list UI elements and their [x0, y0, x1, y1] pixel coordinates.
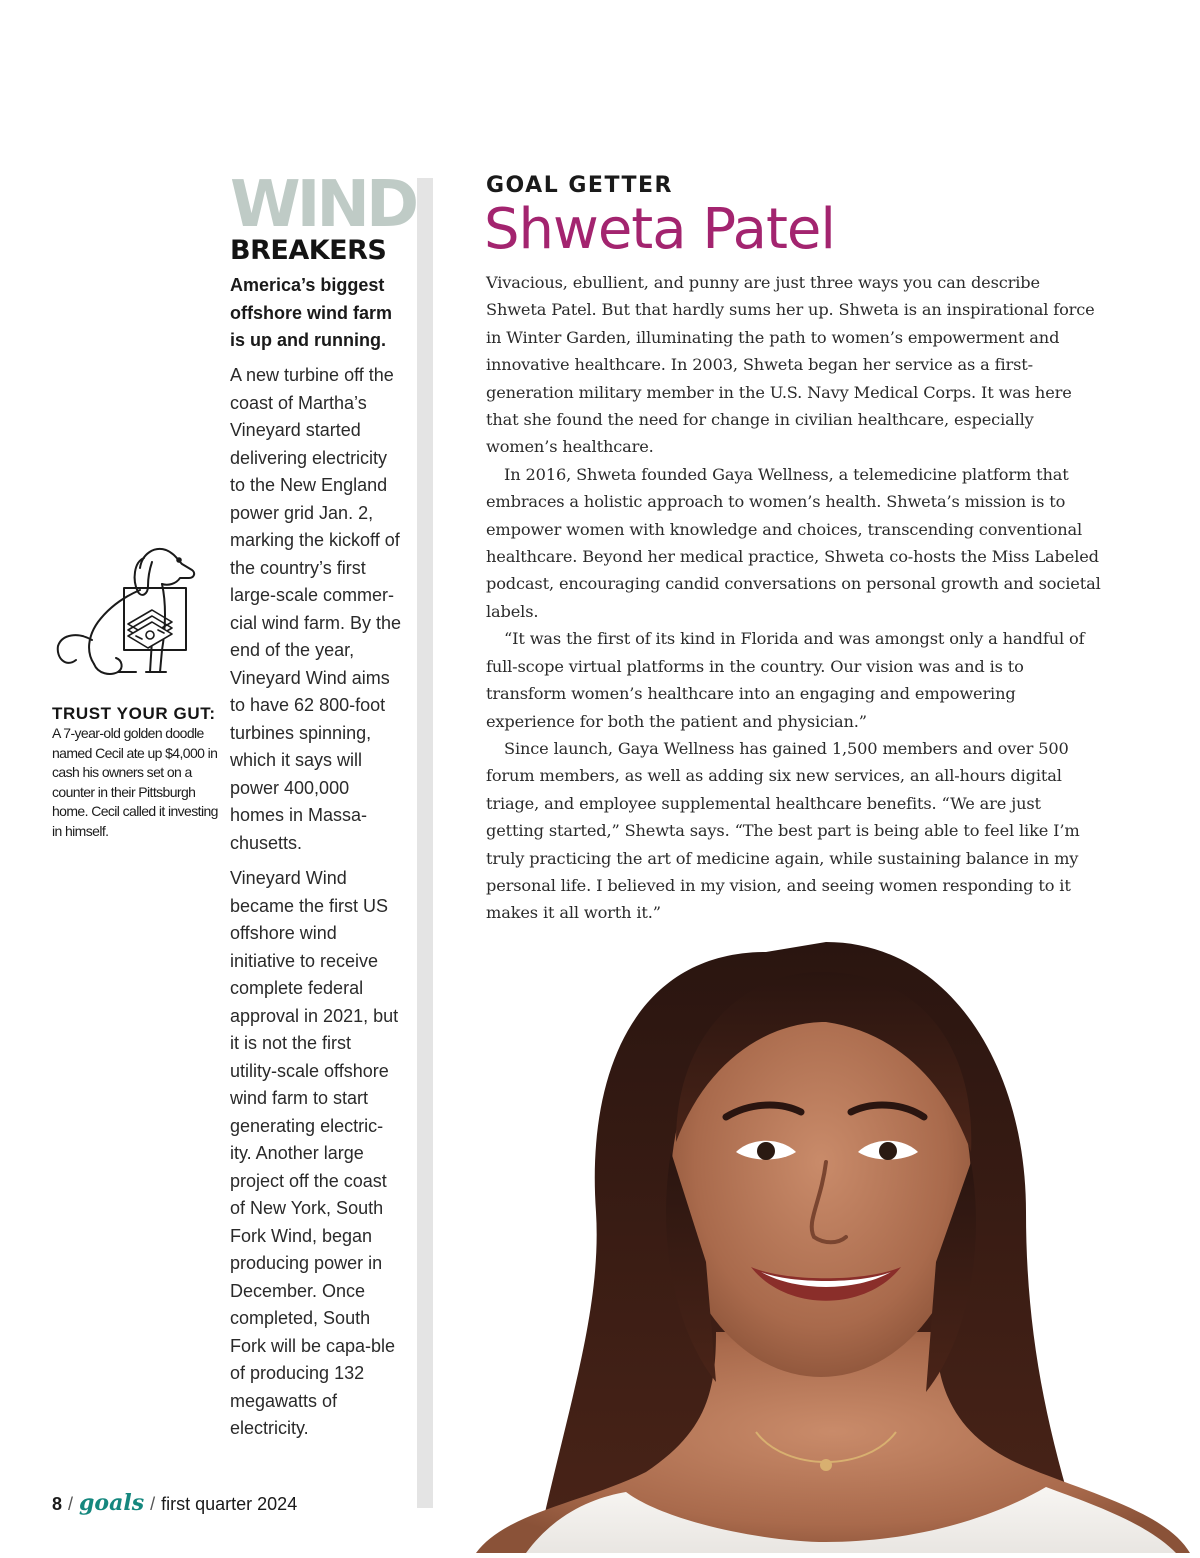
wind-title: WIND: [230, 168, 416, 242]
portrait-photo: [466, 912, 1200, 1553]
issue-year: 2024: [257, 1494, 298, 1514]
article-paragraph-1: Vivacious, ebullient, and punny are just three ways you can describe Shweta Patel. But that hardly sums her up. Shweta is an inspirational force in Winter Garden, illuminating the path to women’s empowerment and innovative healthcare. In 2003, Shweta began her service as a first-generation military member in the U.S. Navy Medical Corps. It was here that she found the need for change in civilian healthcare, especially women’s healthcare.: [486, 273, 1095, 457]
caption-heading: TRUST YOUR GUT:: [52, 704, 216, 723]
wind-body-paragraph-1: A new turbine off the coast of Martha’s Vineyard started delivering electricity to the New England power grid Jan. 2, marking the kickoff of the country’s first large-scale commer-cial wind farm. By the end of the year, Vineyard Wind aims to have 62 800-foot turbines spinning, which it says will power 400,000 homes in Massa-chusetts.: [230, 365, 402, 853]
article-paragraph-3: “It was the first of its kind in Florida and was amongst only a handful of full-scope virtual platforms in the country. Our vision was and is to transform women’s healthcare into an engaging and empowering experience for both the patient and physician.”: [486, 629, 1085, 731]
article-headline: Shweta Patel: [484, 197, 835, 262]
page-folio: [52, 1488, 297, 1518]
dog-with-cash-icon: [48, 540, 208, 690]
article-body: [486, 269, 1102, 927]
article-paragraph-4: Since launch, Gaya Wellness has gained 1,500 members and over 500 forum members, as well as adding six new services, an all-hours digital triage, and employee supplemental healthcare benefits. “We are just getting started,” Shewta says. “The best part is being able to feel like I’m truly practicing the art of medicine again, while sustaining balance in my personal life. I believed in my vision, and seeing women responding to it makes it all worth it.”: [486, 738, 1080, 923]
page-number: 8: [52, 1494, 63, 1514]
magazine-logo: goals: [79, 1490, 145, 1516]
wind-subhead: America’s biggest offshore wind farm is up and running.: [230, 275, 393, 350]
folio-separator: /: [68, 1494, 74, 1514]
breakers-title: BREAKERS: [230, 235, 387, 266]
caption-text: A 7-year-old golden doodle named Cecil ate up $4,000 in cash his owners set on a counter in their Pittsburgh home. Cecil called it investing in himself.: [52, 725, 218, 839]
folio-separator-2: /: [150, 1494, 156, 1514]
column-divider: [417, 178, 433, 1508]
article-paragraph-2: In 2016, Shweta founded Gaya Wellness, a telemedicine platform that embraces a holistic approach to women’s health. Shweta’s mission is to empower women with knowledge and choices, transcending conventional healthcare. Beyond her medical practice, Shweta co-hosts the Miss Labeled podcast, encouraging candid conversations on personal growth and societal labels.: [486, 464, 1101, 621]
wind-body-paragraph-2: Vineyard Wind became the first US offshore wind initiative to receive complete federal approval in 2021, but it is not the first utility-scale offshore wind farm to start generating electric-ity. Another large project off the coast of New York, South Fork Wind, began producing power in December. Once completed, South Fork will be capa-ble of producing 132 megawatts of electricity.: [230, 868, 399, 1438]
article-kicker: GOAL GETTER: [486, 173, 673, 198]
issue-label: first quarter: [161, 1494, 253, 1514]
